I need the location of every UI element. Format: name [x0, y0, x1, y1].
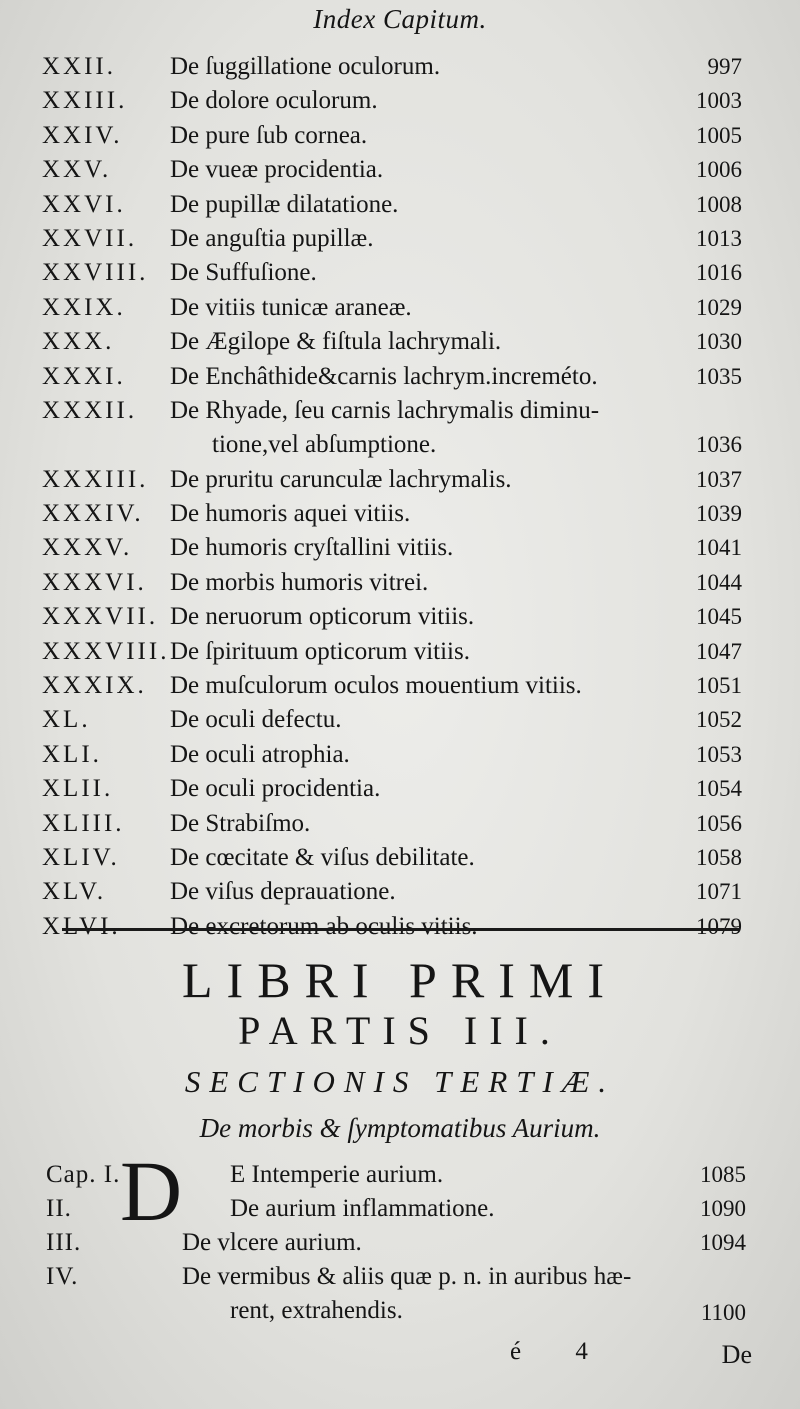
- page-number: 1094: [700, 1230, 746, 1255]
- page-number: 1016: [696, 260, 742, 286]
- page-number: 1037: [696, 466, 742, 492]
- page-number: 1090: [700, 1196, 746, 1221]
- index-row: [42, 325, 742, 359]
- chapter-number: XXXIX.: [42, 672, 147, 700]
- chapter-title: De vueæ procidentia.: [170, 156, 384, 184]
- chapter-title: De aurium inflammatione.: [230, 1195, 495, 1222]
- page-number: 1041: [696, 535, 742, 561]
- page-number: 1054: [696, 776, 742, 802]
- index-row: [42, 222, 742, 256]
- chapter-number: XLII.: [42, 775, 114, 803]
- page-number: 1013: [696, 225, 742, 251]
- chapter-title: De Enchâthide&carnis lachrym.increméto.: [170, 362, 598, 390]
- page-number: 1051: [696, 673, 742, 699]
- chapter-title: E Intemperie aurium.: [230, 1161, 444, 1188]
- chapter-title: De morbis humoris vitrei.: [170, 568, 429, 596]
- chapter-number: XXV.: [42, 156, 112, 184]
- index-row: [42, 738, 742, 772]
- index-row: [42, 910, 742, 944]
- index-row: [42, 497, 742, 531]
- section-heading-part: PARTIS III.: [238, 1008, 562, 1053]
- chapter-title: De vlcere aurium.: [182, 1229, 362, 1256]
- index-row: [42, 188, 742, 222]
- chapter-number: XXXVIII.: [42, 637, 170, 665]
- page-number: 1079: [696, 913, 742, 939]
- page-number: 1058: [696, 845, 742, 870]
- chapter-title: De oculi atrophia.: [170, 740, 350, 768]
- chapter-number: XLVI.: [42, 912, 121, 940]
- chapter-number: XXXV.: [42, 534, 133, 562]
- index-row: [42, 360, 742, 394]
- chapter-title: De Ægilope & fiſtula lachrymali.: [170, 328, 502, 356]
- chapter-title: De dolore oculorum.: [170, 87, 378, 115]
- chapter-title: De anguſtia pupillæ.: [170, 224, 374, 252]
- index-row: [42, 394, 742, 463]
- chapter-title: De pure ſub cornea.: [170, 121, 368, 149]
- chapter-title: De Suffuſione.: [170, 259, 317, 287]
- section-heading-book: LIBRI PRIMI: [182, 952, 618, 1008]
- chapter-title: De oculi defectu.: [170, 706, 342, 734]
- chapter-title: De pruritu carunculæ lachrymalis.: [170, 465, 512, 493]
- index-row: [42, 703, 742, 737]
- chapter-number: XXII.: [42, 53, 117, 80]
- index-row: [42, 153, 742, 187]
- section-heading-section: SECTIONIS TERTIÆ.: [184, 1064, 616, 1099]
- page-number: 1071: [696, 879, 742, 905]
- chapter-title: De ſpirituum opticorum vitiis.: [170, 637, 470, 665]
- page-number: 1085: [700, 1162, 746, 1187]
- chapter-number: III.: [46, 1229, 82, 1256]
- chapter-title: De excretorum ab oculis vitiis.: [170, 912, 478, 940]
- index-row: [42, 256, 742, 290]
- page-number: 1008: [696, 191, 742, 217]
- chapter-title: [170, 394, 680, 462]
- index-row: [42, 531, 742, 565]
- chapter-title: De muſculorum oculos mouentium vitiis.: [170, 672, 582, 700]
- chapter-title-continuation: rent, extrahendis.: [230, 1297, 403, 1324]
- chapter-title-line: De vermibus & aliis quæ p. n. in auribus hæ-: [182, 1263, 632, 1290]
- chapter-title: De ſuggillatione oculorum.: [170, 53, 441, 80]
- index-row: [42, 119, 742, 153]
- drop-cap: D: [120, 1143, 183, 1239]
- index-row: [46, 1192, 746, 1226]
- page-number: 997: [707, 54, 742, 79]
- page-number: 1030: [696, 329, 742, 355]
- page-number: 1045: [696, 604, 742, 630]
- chapter-number: XLIV.: [42, 844, 120, 871]
- index-row: [42, 635, 742, 669]
- chapter-number: XXXII.: [42, 396, 138, 424]
- page-number: 1005: [696, 122, 742, 148]
- chapter-number: XLV.: [42, 878, 107, 906]
- chapter-number: XXVIII.: [42, 259, 149, 287]
- chapter-number: XL.: [42, 706, 91, 734]
- page-number: 1029: [696, 294, 742, 320]
- index-row: [42, 600, 742, 634]
- chapter-title: De humoris aquei vitiis.: [170, 500, 411, 528]
- chapter-number: IV.: [46, 1263, 79, 1290]
- page-number: 1006: [696, 157, 742, 183]
- chapter-number: XXXIV.: [42, 500, 144, 528]
- chapter-number: XXIX.: [42, 293, 126, 321]
- page-number: 1035: [696, 363, 742, 389]
- chapter-title: De cœcitate & viſus debilitate.: [170, 844, 475, 871]
- page-number: 1047: [696, 638, 742, 664]
- chapter-number: XXIII.: [42, 87, 128, 115]
- chapter-title: De oculi procidentia.: [170, 775, 381, 803]
- chapter-title: De Strabiſmo.: [170, 809, 311, 837]
- index-row: [42, 566, 742, 600]
- index-row: [46, 1226, 746, 1260]
- index-row: [42, 841, 742, 875]
- chapter-number: XXX.: [42, 328, 115, 356]
- index-row: [42, 669, 742, 703]
- page-number: 1052: [696, 707, 742, 733]
- index-row: [42, 772, 742, 806]
- page-number: 1053: [696, 741, 742, 767]
- index-row: [42, 463, 742, 497]
- signature-mark: é 4: [510, 1338, 612, 1365]
- page-number: 1056: [696, 810, 742, 836]
- page-number: 1003: [696, 88, 742, 114]
- page-number: 1100: [700, 1300, 746, 1325]
- chapter-title: De vitiis tunicæ araneæ.: [170, 293, 412, 321]
- chapter-number: XXVII.: [42, 224, 138, 252]
- chapter-title: De viſus deprauatione.: [170, 878, 396, 906]
- chapter-number: XXIV.: [42, 121, 123, 149]
- index-row: [42, 807, 742, 841]
- chapter-number: XXXVI.: [42, 568, 147, 596]
- chapter-number: Cap. I.: [46, 1161, 121, 1188]
- chapter-number: XXXVII.: [42, 603, 159, 631]
- chapter-title: De humoris cryſtallini vitiis.: [170, 534, 454, 562]
- index-row: [42, 50, 742, 84]
- section-subtitle: De morbis & ſymptomatibus Aurium.: [199, 1113, 601, 1143]
- chapter-index: [42, 50, 742, 944]
- index-row: [42, 291, 742, 325]
- chapter-number: XXXIII.: [42, 465, 149, 493]
- index-row: [42, 84, 742, 118]
- chapter-number: II.: [46, 1195, 72, 1222]
- page-number: 1044: [696, 569, 742, 595]
- chapter-title: [182, 1260, 686, 1328]
- chapter-title-line: De Rhyade, ſeu carnis lachrymalis diminu-: [170, 396, 600, 424]
- chapter-number: XLI.: [42, 740, 102, 768]
- chapter-title: De pupillæ dilatatione.: [170, 190, 399, 218]
- running-head: Index Capitum.: [313, 4, 487, 34]
- chapter-number: XLIII.: [42, 809, 125, 837]
- ear-chapter-index: [46, 1158, 746, 1330]
- chapter-number: XXVI.: [42, 190, 126, 218]
- index-row: [46, 1260, 746, 1330]
- page-number: 1036: [696, 431, 742, 457]
- catchword: De: [721, 1340, 752, 1369]
- chapter-title: De neruorum opticorum vitiis.: [170, 603, 475, 631]
- page-number: 1039: [696, 501, 742, 527]
- chapter-title-continuation: tione,vel abſumptione.: [212, 430, 437, 458]
- index-row: [46, 1158, 746, 1192]
- index-row: [42, 875, 742, 909]
- section-divider: [62, 928, 740, 931]
- chapter-number: XXXI.: [42, 362, 126, 390]
